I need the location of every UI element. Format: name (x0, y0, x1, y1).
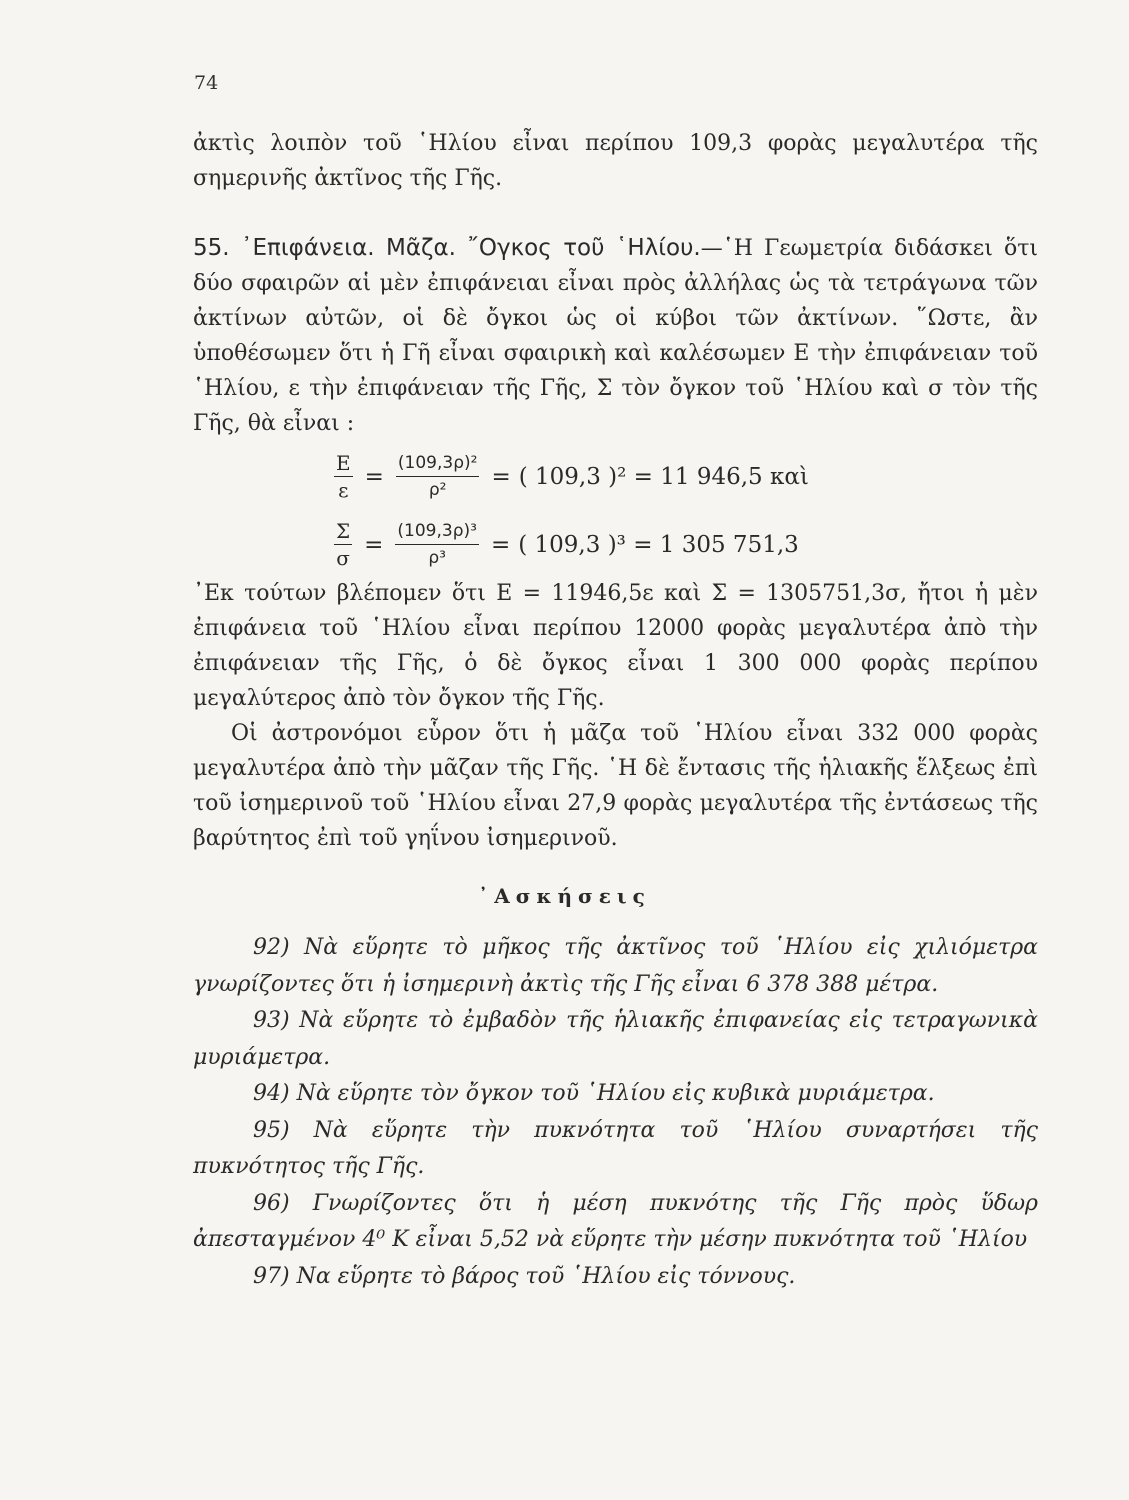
exercises-list (193, 930, 1038, 1295)
fraction-denominator: ρ³ (428, 548, 446, 568)
fraction-numerator: (109,3ρ)² (396, 450, 480, 477)
fraction-denominator: σ (336, 546, 350, 570)
exercise-item: 92) Νὰ εὕρητε τὸ μῆκος τῆς ἀκτῖνος τοῦ ῾Ηλίου εἰς χιλιόμετρα γνωρίζοντες ὅτι ἡ ἰσημερινὴ ἀκτὶς τῆς Γῆς εἶναι 6 378 388 μέτρα. (193, 935, 1038, 997)
fraction-numerator: Ε (336, 451, 351, 475)
fraction-denominator: ε (338, 478, 349, 502)
exercise-item: 95) Νὰ εὕρητε τὴν πυκνότητα τοῦ ῾Ηλίου συναρτήσει τῆς πυκνότητος τῆς Γῆς. (193, 1117, 1038, 1179)
fraction-radius-square (396, 450, 480, 503)
exercises-title: ᾿Ασκήσεις (478, 884, 651, 908)
equals-sign: = (364, 463, 384, 490)
fraction-volume (334, 518, 352, 571)
fraction-surface (334, 450, 353, 503)
fraction-numerator: (109,3ρ)³ (395, 518, 479, 545)
paragraph-results (193, 576, 1038, 856)
fraction-denominator: ρ² (428, 480, 447, 500)
section-heading: 55. ᾿Επιφάνεια. Μᾶζα. ῎Ογκος τοῦ ῾Ηλίου. (193, 235, 701, 261)
equals-sign: = (490, 531, 511, 558)
page-number: 74 (194, 72, 219, 94)
exercise-item: 94) Νὰ εὕρητε τὸν ὄγκον τοῦ ῾Ηλίου εἰς κυβικὰ μυριάμετρα. (253, 1081, 935, 1106)
paragraph-intro: ἀκτὶς λοιπὸν τοῦ ῾Ηλίου εἶναι περίπου 109,3 φορὰς μεγαλυτέρα τῆς σημερινῆς ἀκτῖνος τῆς Γῆς. (193, 131, 1038, 191)
exercise-item: 93) Νὰ εὕρητε τὸ ἐμβαδὸν τῆς ἡλιακῆς ἐπιφανείας εἰς τετραγωνικὰ μυριάμετρα. (193, 1008, 1038, 1070)
section-body: —῾Η Γεωμετρία διδάσκει ὅτι δύο σφαιρῶν αἱ μὲν ἐπιφάνειαι εἶναι πρὸς ἀλλήλας ὡς τὰ τετράγωνα τῶν ἀκτίνων αὐτῶν, οἱ δὲ ὄγκοι ὡς οἱ κύβοι τῶν ἀκτίνων. ῞Ωστε, ἂν ὑποθέσωμεν ὅτι ἡ Γῆ εἶναι σφαιρικὴ καὶ καλέσωμεν Ε τὴν ἐπιφάνειαν τοῦ ῾Ηλίου, ε τὴν ἐπιφάνειαν τῆς Γῆς, Σ τὸν ὄγκον τοῦ ῾Ηλίου καὶ σ τὸν τῆς Γῆς, θὰ εἶναι : (193, 236, 1038, 436)
fraction-numerator: Σ (336, 519, 351, 543)
equation-surface-ratio (330, 450, 809, 503)
equation-result: ( 109,3 )² = 11 946,5 καὶ (518, 463, 809, 490)
equation-volume-ratio (330, 518, 799, 571)
equals-sign: = (364, 531, 384, 558)
equation-result: ( 109,3 )³ = 1 305 751,3 (518, 531, 799, 558)
paragraph-section-55 (193, 231, 1038, 441)
exercise-item: 97) Να εὕρητε τὸ βάρος τοῦ ῾Ηλίου εἰς τόννους. (253, 1263, 796, 1289)
fraction-radius-cube (395, 518, 479, 571)
paragraph-conclusion: ᾿Εκ τούτων βλέπομεν ὅτι Ε = 11946,5ε καὶ Σ = 1305751,3σ, ἤτοι ἡ μὲν ἐπιφάνεια τοῦ ῾Ηλίου εἶναι περίπου 12000 φορὰς μεγαλυτέρα ἀπὸ τὴν ἐπιφάνειαν τῆς Γῆς, ὁ δὲ ὄγκος εἶναι 1 300 000 φορὰς περίπου μεγαλύτερος ἀπὸ τὸν ὄγκον τῆς Γῆς. (193, 581, 1038, 711)
equals-sign: = (491, 463, 511, 490)
paragraph-mass: Οἱ ἀστρονόμοι εὗρον ὅτι ἡ μᾶζα τοῦ ῾Ηλίου εἶναι 332 000 φορὰς μεγαλυτέρα ἀπὸ τὴν μᾶζαν τῆς Γῆς. ῾Η δὲ ἔντασις τῆς ἡλιακῆς ἕλξεως ἐπὶ τοῦ ἰσημερινοῦ τοῦ ῾Ηλίου εἶναι 27,9 φορὰς μεγαλυτέρα τῆς ἐντάσεως τῆς βαρύτητος ἐπὶ τοῦ γηΐνου ἰσημερινοῦ. (193, 721, 1038, 851)
exercise-item: 96) Γνωρίζοντες ὅτι ἡ μέση πυκνότης τῆς Γῆς πρὸς ὕδωρ ἀπεσταγμένον 4⁰ Κ εἶναι 5,52 νὰ εὕρητε τὴν μέσην πυκνότητα τοῦ ῾Ηλίου (193, 1190, 1038, 1252)
